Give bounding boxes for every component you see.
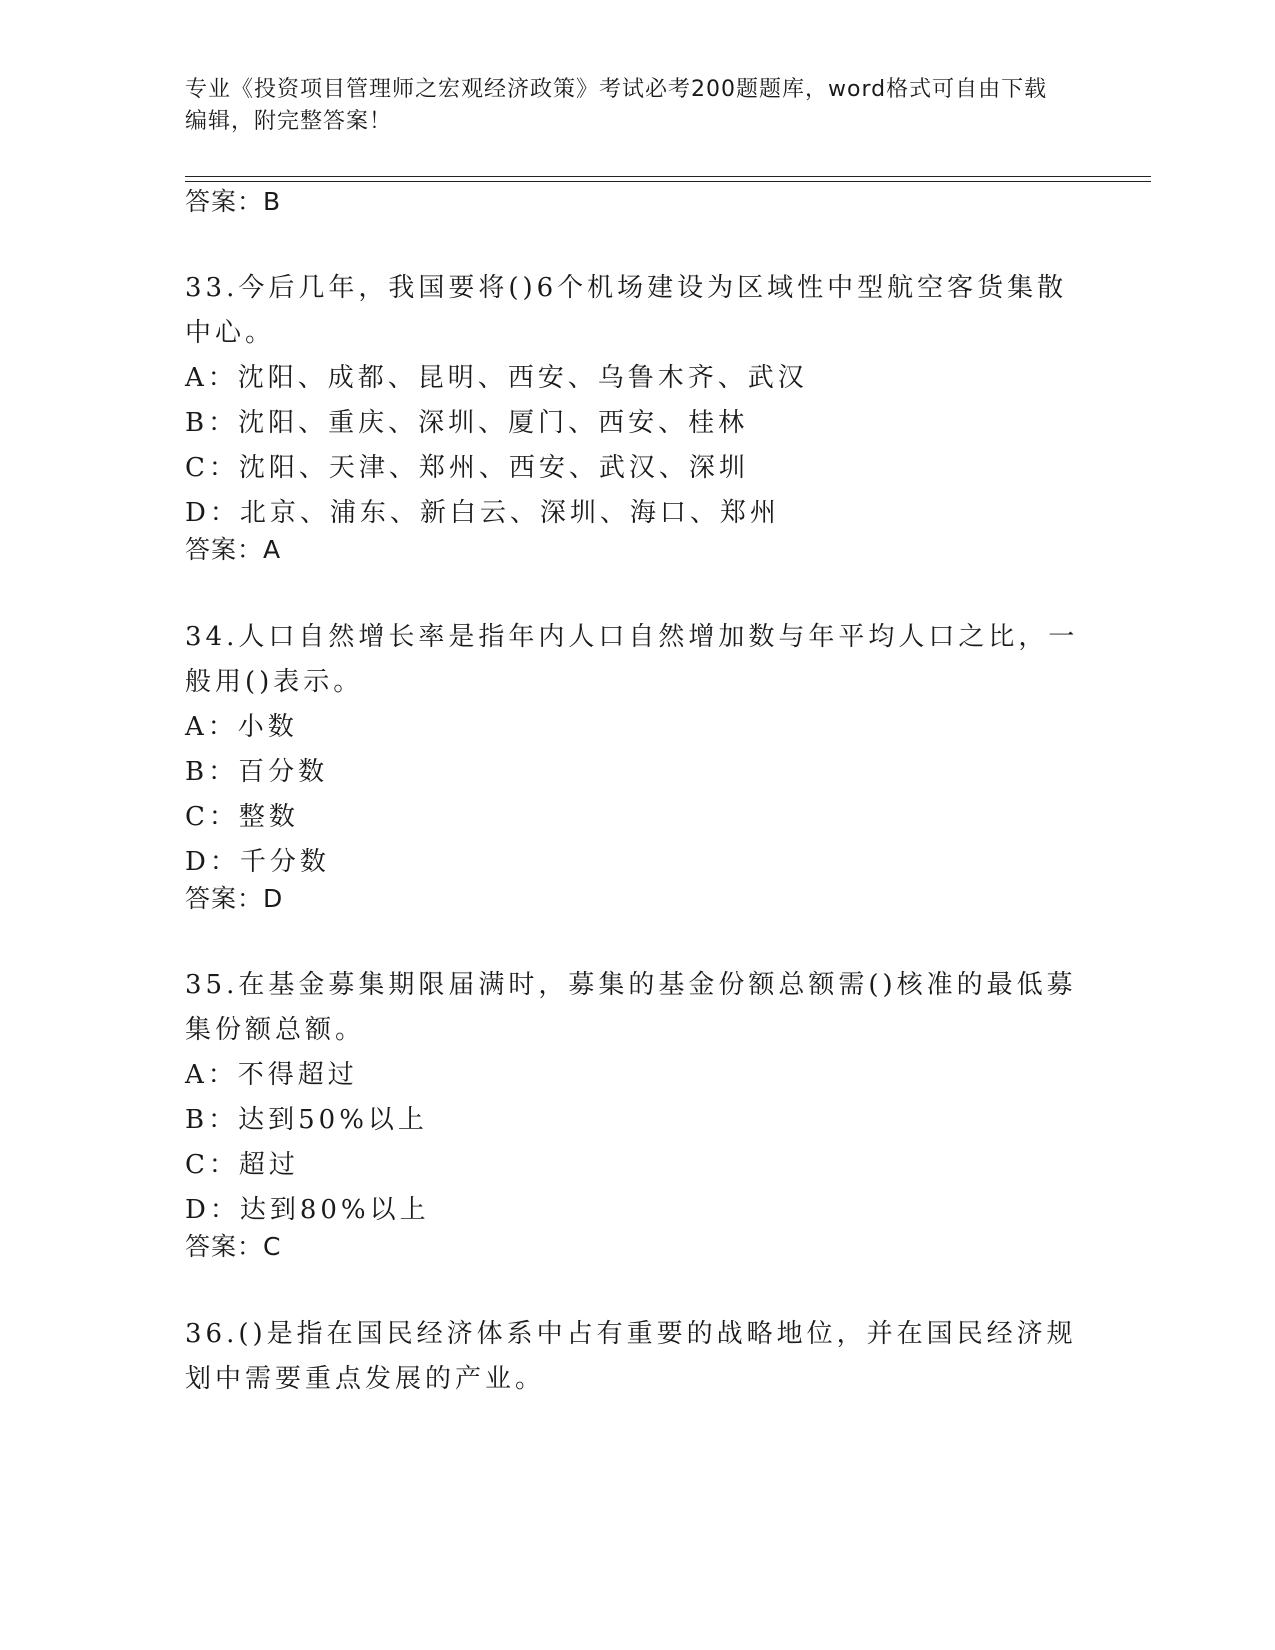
answer-label: 答案：D	[185, 884, 284, 913]
option-a: A：小数	[185, 712, 298, 742]
document-header: 专业《投资项目管理师之宏观经济政策》考试必考200题题库，word格式可自由下载编辑，附完整答案！	[185, 77, 1048, 134]
option-d: D：千分数	[185, 847, 330, 877]
question-35	[185, 963, 1085, 1233]
option-d: D：达到80%以上	[185, 1195, 430, 1225]
option-b: B：达到50%以上	[185, 1105, 428, 1135]
option-a: A：不得超过	[185, 1060, 358, 1090]
option-c: C：整数	[185, 802, 299, 832]
question-stem: 35.在基金募集期限届满时，募集的基金份额总额需()核准的最低募集份额总额。	[185, 970, 1077, 1045]
answer-label: 答案：B	[185, 187, 282, 216]
option-c: C：沈阳、天津、郑州、西安、武汉、深圳	[185, 453, 749, 483]
answer-label: 答案：A	[185, 535, 282, 564]
option-b: B：沈阳、重庆、深圳、厦门、西安、桂林	[185, 408, 749, 438]
question-stem: 36.()是指在国民经济体系中占有重要的战略地位，并在国民经济规划中需要重点发展的产业。	[185, 1319, 1077, 1394]
header-divider-double	[185, 181, 1151, 182]
option-b: B：百分数	[185, 757, 329, 787]
header-divider	[185, 176, 1151, 177]
question-stem: 33.今后几年，我国要将()6个机场建设为区域性中型航空客货集散中心。	[185, 273, 1068, 348]
option-a: A：沈阳、成都、昆明、西安、乌鲁木齐、武汉	[185, 363, 808, 393]
option-d: D：北京、浦东、新白云、深圳、海口、郑州	[185, 498, 780, 528]
question-stem: 34.人口自然增长率是指年内人口自然增加数与年平均人口之比，一般用()表示。	[185, 622, 1079, 697]
question-36	[185, 1312, 1085, 1402]
answer-label: 答案：C	[185, 1232, 282, 1261]
question-34	[185, 615, 1085, 885]
option-c: C：超过	[185, 1150, 299, 1180]
question-33	[185, 266, 1085, 536]
